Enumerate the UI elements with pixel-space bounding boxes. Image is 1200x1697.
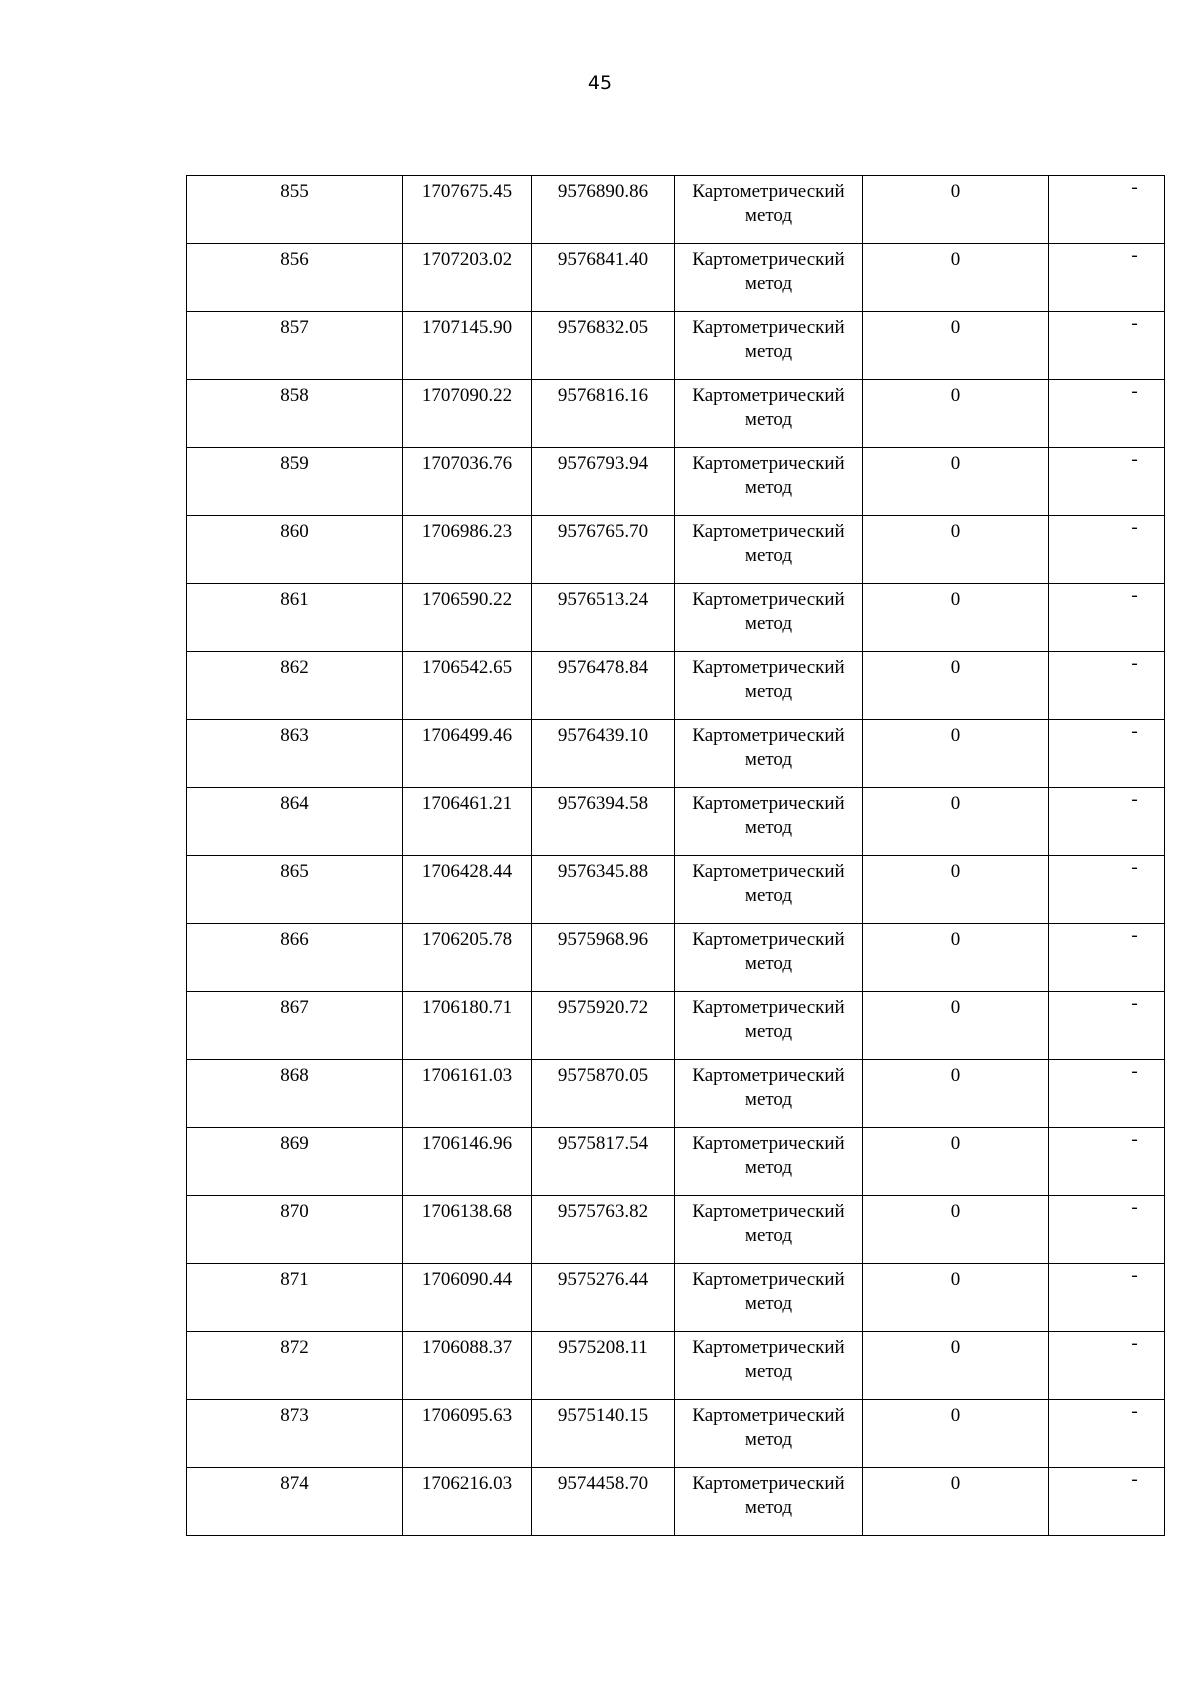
method-cell [675, 1196, 863, 1264]
method-text: Картометрический [692, 997, 845, 1018]
table-row [187, 1196, 1165, 1264]
coordinates-table-body [187, 176, 1165, 1536]
method-text: метод [744, 885, 793, 906]
y-coordinate-cell [532, 720, 675, 788]
description-cell [1049, 244, 1165, 312]
error-text: 0 [950, 181, 961, 202]
method-text: метод [744, 1497, 793, 1518]
method-cell [675, 176, 863, 244]
description-text: - [1131, 1197, 1138, 1218]
y-coordinate-cell [532, 1128, 675, 1196]
method-text: метод [744, 1089, 793, 1110]
description-cell [1049, 448, 1165, 516]
x-coordinate-text: 1706216.03 [421, 1473, 513, 1494]
method-text: метод [744, 1157, 793, 1178]
error-text: 0 [950, 1473, 961, 1494]
error-text: 0 [950, 1405, 961, 1426]
error-text: 0 [950, 657, 961, 678]
y-coordinate-text: 9576793.94 [557, 453, 649, 474]
description-cell [1049, 1332, 1165, 1400]
method-cell [675, 924, 863, 992]
point-number-text: 863 [280, 725, 309, 746]
x-coordinate-text: 1707675.45 [421, 181, 513, 202]
y-coordinate-cell [532, 312, 675, 380]
description-text: - [1131, 449, 1138, 470]
error-text: 0 [950, 249, 961, 270]
point-number-text: 869 [280, 1133, 309, 1154]
x-coordinate-cell [403, 788, 532, 856]
method-cell [675, 1332, 863, 1400]
method-text: метод [744, 545, 793, 566]
y-coordinate-text: 9576394.58 [557, 793, 649, 814]
point-number-text: 870 [280, 1201, 309, 1222]
y-coordinate-cell [532, 584, 675, 652]
error-cell [863, 312, 1049, 380]
y-coordinate-text: 9576765.70 [557, 521, 649, 542]
x-coordinate-text: 1706590.22 [421, 589, 513, 610]
point-number-text: 867 [280, 997, 309, 1018]
table-row [187, 380, 1165, 448]
x-coordinate-text: 1707090.22 [421, 385, 513, 406]
method-text: Картометрический [692, 1269, 845, 1290]
method-text: метод [744, 1293, 793, 1314]
method-cell [675, 1060, 863, 1128]
point-number-text: 872 [280, 1337, 309, 1358]
table-row [187, 1468, 1165, 1536]
point-number-cell [187, 1468, 403, 1536]
point-number-text: 874 [280, 1473, 309, 1494]
method-text: метод [744, 1429, 793, 1450]
error-cell [863, 1128, 1049, 1196]
point-number-text: 855 [280, 181, 309, 202]
error-cell [863, 992, 1049, 1060]
table-row [187, 516, 1165, 584]
point-number-cell [187, 924, 403, 992]
error-cell [863, 652, 1049, 720]
point-number-cell [187, 516, 403, 584]
method-cell [675, 1264, 863, 1332]
point-number-cell [187, 788, 403, 856]
x-coordinate-cell [403, 176, 532, 244]
error-text: 0 [950, 929, 961, 950]
error-cell [863, 924, 1049, 992]
description-text: - [1131, 925, 1138, 946]
y-coordinate-text: 9575140.15 [557, 1405, 649, 1426]
point-number-cell [187, 1060, 403, 1128]
point-number-text: 873 [280, 1405, 309, 1426]
error-text: 0 [950, 1133, 961, 1154]
table-row [187, 788, 1165, 856]
method-cell [675, 652, 863, 720]
x-coordinate-text: 1706461.21 [421, 793, 513, 814]
method-text: Картометрический [692, 453, 845, 474]
error-cell [863, 1400, 1049, 1468]
x-coordinate-cell [403, 380, 532, 448]
y-coordinate-text: 9575276.44 [557, 1269, 649, 1290]
error-text: 0 [950, 1201, 961, 1222]
y-coordinate-text: 9576841.40 [557, 249, 649, 270]
description-cell [1049, 652, 1165, 720]
description-cell [1049, 1400, 1165, 1468]
description-text: - [1131, 245, 1138, 266]
method-cell [675, 516, 863, 584]
x-coordinate-cell [403, 1196, 532, 1264]
point-number-text: 866 [280, 929, 309, 950]
y-coordinate-text: 9576345.88 [557, 861, 649, 882]
method-text: Картометрический [692, 1133, 845, 1154]
error-cell [863, 720, 1049, 788]
method-text: Картометрический [692, 861, 845, 882]
method-text: Картометрический [692, 181, 845, 202]
description-cell [1049, 1128, 1165, 1196]
error-text: 0 [950, 589, 961, 610]
point-number-cell [187, 652, 403, 720]
method-cell [675, 788, 863, 856]
method-text: метод [744, 681, 793, 702]
description-text: - [1131, 1061, 1138, 1082]
method-text: Картометрический [692, 929, 845, 950]
y-coordinate-cell [532, 1264, 675, 1332]
x-coordinate-text: 1706161.03 [421, 1065, 513, 1086]
point-number-cell [187, 448, 403, 516]
description-text: - [1131, 585, 1138, 606]
description-text: - [1131, 721, 1138, 742]
point-number-text: 861 [280, 589, 309, 610]
point-number-text: 865 [280, 861, 309, 882]
description-text: - [1131, 1129, 1138, 1150]
description-text: - [1131, 313, 1138, 334]
y-coordinate-cell [532, 1196, 675, 1264]
point-number-cell [187, 720, 403, 788]
method-cell [675, 1400, 863, 1468]
method-text: Картометрический [692, 1337, 845, 1358]
y-coordinate-cell [532, 1332, 675, 1400]
x-coordinate-cell [403, 448, 532, 516]
error-text: 0 [950, 1337, 961, 1358]
description-text: - [1131, 177, 1138, 198]
table-row [187, 312, 1165, 380]
point-number-text: 871 [280, 1269, 309, 1290]
method-cell [675, 992, 863, 1060]
point-number-text: 859 [280, 453, 309, 474]
table-row [187, 652, 1165, 720]
point-number-cell [187, 1332, 403, 1400]
method-text: Картометрический [692, 793, 845, 814]
description-cell [1049, 1060, 1165, 1128]
x-coordinate-text: 1706542.65 [421, 657, 513, 678]
method-text: Картометрический [692, 589, 845, 610]
error-cell [863, 1468, 1049, 1536]
y-coordinate-text: 9576478.84 [557, 657, 649, 678]
description-cell [1049, 1264, 1165, 1332]
error-cell [863, 1196, 1049, 1264]
x-coordinate-text: 1706499.46 [421, 725, 513, 746]
error-cell [863, 448, 1049, 516]
table-row [187, 448, 1165, 516]
error-cell [863, 584, 1049, 652]
method-text: метод [744, 953, 793, 974]
method-text: метод [744, 273, 793, 294]
error-text: 0 [950, 1269, 961, 1290]
table-row [187, 584, 1165, 652]
y-coordinate-cell [532, 652, 675, 720]
method-text: Картометрический [692, 1473, 845, 1494]
error-cell [863, 1060, 1049, 1128]
point-number-cell [187, 1264, 403, 1332]
method-text: Картометрический [692, 385, 845, 406]
method-cell [675, 448, 863, 516]
x-coordinate-text: 1706180.71 [421, 997, 513, 1018]
description-text: - [1131, 381, 1138, 402]
method-text: метод [744, 409, 793, 430]
table-row [187, 1332, 1165, 1400]
method-text: Картометрический [692, 249, 845, 270]
description-text: - [1131, 653, 1138, 674]
y-coordinate-cell [532, 244, 675, 312]
description-text: - [1131, 1469, 1138, 1490]
method-cell [675, 720, 863, 788]
point-number-cell [187, 1196, 403, 1264]
table-row [187, 1128, 1165, 1196]
y-coordinate-text: 9575920.72 [557, 997, 649, 1018]
table-row [187, 1264, 1165, 1332]
y-coordinate-cell [532, 992, 675, 1060]
method-text: Картометрический [692, 1201, 845, 1222]
table-row [187, 992, 1165, 1060]
point-number-text: 857 [280, 317, 309, 338]
method-cell [675, 1468, 863, 1536]
error-text: 0 [950, 521, 961, 542]
y-coordinate-cell [532, 856, 675, 924]
y-coordinate-cell [532, 924, 675, 992]
error-text: 0 [950, 861, 961, 882]
method-cell [675, 1128, 863, 1196]
x-coordinate-cell [403, 856, 532, 924]
description-text: - [1131, 857, 1138, 878]
description-cell [1049, 992, 1165, 1060]
table-row [187, 720, 1165, 788]
y-coordinate-text: 9574458.70 [557, 1473, 649, 1494]
point-number-cell [187, 380, 403, 448]
point-number-cell [187, 312, 403, 380]
y-coordinate-text: 9575817.54 [557, 1133, 649, 1154]
method-cell [675, 856, 863, 924]
method-text: метод [744, 477, 793, 498]
description-cell [1049, 516, 1165, 584]
error-text: 0 [950, 793, 961, 814]
error-cell [863, 244, 1049, 312]
x-coordinate-cell [403, 652, 532, 720]
point-number-cell [187, 856, 403, 924]
x-coordinate-text: 1706138.68 [421, 1201, 513, 1222]
y-coordinate-cell [532, 380, 675, 448]
error-text: 0 [950, 317, 961, 338]
description-cell [1049, 176, 1165, 244]
table-row [187, 1060, 1165, 1128]
method-cell [675, 584, 863, 652]
x-coordinate-cell [403, 1332, 532, 1400]
method-text: метод [744, 1021, 793, 1042]
method-text: метод [744, 341, 793, 362]
error-text: 0 [950, 453, 961, 474]
point-number-text: 860 [280, 521, 309, 542]
method-text: метод [744, 749, 793, 770]
x-coordinate-cell [403, 244, 532, 312]
y-coordinate-text: 9576890.86 [557, 181, 649, 202]
x-coordinate-text: 1707145.90 [421, 317, 513, 338]
x-coordinate-cell [403, 516, 532, 584]
x-coordinate-cell [403, 1128, 532, 1196]
x-coordinate-cell [403, 1468, 532, 1536]
table-row [187, 1400, 1165, 1468]
error-cell [863, 176, 1049, 244]
error-cell [863, 516, 1049, 584]
method-text: метод [744, 1225, 793, 1246]
x-coordinate-cell [403, 1060, 532, 1128]
y-coordinate-text: 9576513.24 [557, 589, 649, 610]
y-coordinate-cell [532, 176, 675, 244]
error-text: 0 [950, 1065, 961, 1086]
x-coordinate-text: 1706146.96 [421, 1133, 513, 1154]
x-coordinate-cell [403, 992, 532, 1060]
description-cell [1049, 788, 1165, 856]
method-cell [675, 312, 863, 380]
method-text: Картометрический [692, 1405, 845, 1426]
description-text: - [1131, 1333, 1138, 1354]
table-row [187, 244, 1165, 312]
description-cell [1049, 856, 1165, 924]
page-number: 45 [587, 72, 613, 94]
x-coordinate-cell [403, 1264, 532, 1332]
x-coordinate-cell [403, 312, 532, 380]
table-row [187, 176, 1165, 244]
x-coordinate-text: 1707203.02 [421, 249, 513, 270]
x-coordinate-text: 1706090.44 [421, 1269, 513, 1290]
coordinates-table [186, 175, 1165, 1536]
y-coordinate-cell [532, 1400, 675, 1468]
method-text: метод [744, 613, 793, 634]
description-cell [1049, 924, 1165, 992]
y-coordinate-cell [532, 516, 675, 584]
description-text: - [1131, 517, 1138, 538]
x-coordinate-text: 1706205.78 [421, 929, 513, 950]
point-number-text: 864 [280, 793, 309, 814]
point-number-cell [187, 244, 403, 312]
error-text: 0 [950, 997, 961, 1018]
description-text: - [1131, 1265, 1138, 1286]
error-cell [863, 1332, 1049, 1400]
point-number-text: 858 [280, 385, 309, 406]
y-coordinate-cell [532, 788, 675, 856]
method-text: Картометрический [692, 725, 845, 746]
point-number-cell [187, 992, 403, 1060]
method-cell [675, 244, 863, 312]
point-number-cell [187, 176, 403, 244]
method-text: метод [744, 205, 793, 226]
y-coordinate-text: 9576832.05 [557, 317, 649, 338]
description-cell [1049, 720, 1165, 788]
point-number-text: 856 [280, 249, 309, 270]
y-coordinate-cell [532, 1468, 675, 1536]
description-text: - [1131, 1401, 1138, 1422]
x-coordinate-text: 1706088.37 [421, 1337, 513, 1358]
method-text: Картометрический [692, 657, 845, 678]
description-cell [1049, 312, 1165, 380]
description-cell [1049, 584, 1165, 652]
y-coordinate-text: 9575208.11 [558, 1337, 648, 1358]
y-coordinate-text: 9576816.16 [557, 385, 649, 406]
method-cell [675, 380, 863, 448]
error-cell [863, 1264, 1049, 1332]
y-coordinate-text: 9575870.05 [557, 1065, 649, 1086]
x-coordinate-text: 1706095.63 [421, 1405, 513, 1426]
point-number-text: 868 [280, 1065, 309, 1086]
method-text: Картометрический [692, 521, 845, 542]
method-text: Картометрический [692, 317, 845, 338]
x-coordinate-cell [403, 720, 532, 788]
error-text: 0 [950, 385, 961, 406]
description-cell [1049, 380, 1165, 448]
point-number-cell [187, 1400, 403, 1468]
error-text: 0 [950, 725, 961, 746]
method-text: метод [744, 817, 793, 838]
error-cell [863, 380, 1049, 448]
x-coordinate-cell [403, 584, 532, 652]
y-coordinate-text: 9575968.96 [557, 929, 649, 950]
table-row [187, 924, 1165, 992]
x-coordinate-text: 1706428.44 [421, 861, 513, 882]
y-coordinate-text: 9576439.10 [557, 725, 649, 746]
method-text: метод [744, 1361, 793, 1382]
y-coordinate-cell [532, 1060, 675, 1128]
error-cell [863, 856, 1049, 924]
description-text: - [1131, 993, 1138, 1014]
x-coordinate-cell [403, 924, 532, 992]
error-cell [863, 788, 1049, 856]
table-row [187, 856, 1165, 924]
x-coordinate-text: 1707036.76 [421, 453, 513, 474]
y-coordinate-text: 9575763.82 [557, 1201, 649, 1222]
x-coordinate-cell [403, 1400, 532, 1468]
y-coordinate-cell [532, 448, 675, 516]
point-number-text: 862 [280, 657, 309, 678]
description-cell [1049, 1468, 1165, 1536]
method-text: Картометрический [692, 1065, 845, 1086]
description-text: - [1131, 789, 1138, 810]
point-number-cell [187, 1128, 403, 1196]
x-coordinate-text: 1706986.23 [421, 521, 513, 542]
point-number-cell [187, 584, 403, 652]
description-cell [1049, 1196, 1165, 1264]
